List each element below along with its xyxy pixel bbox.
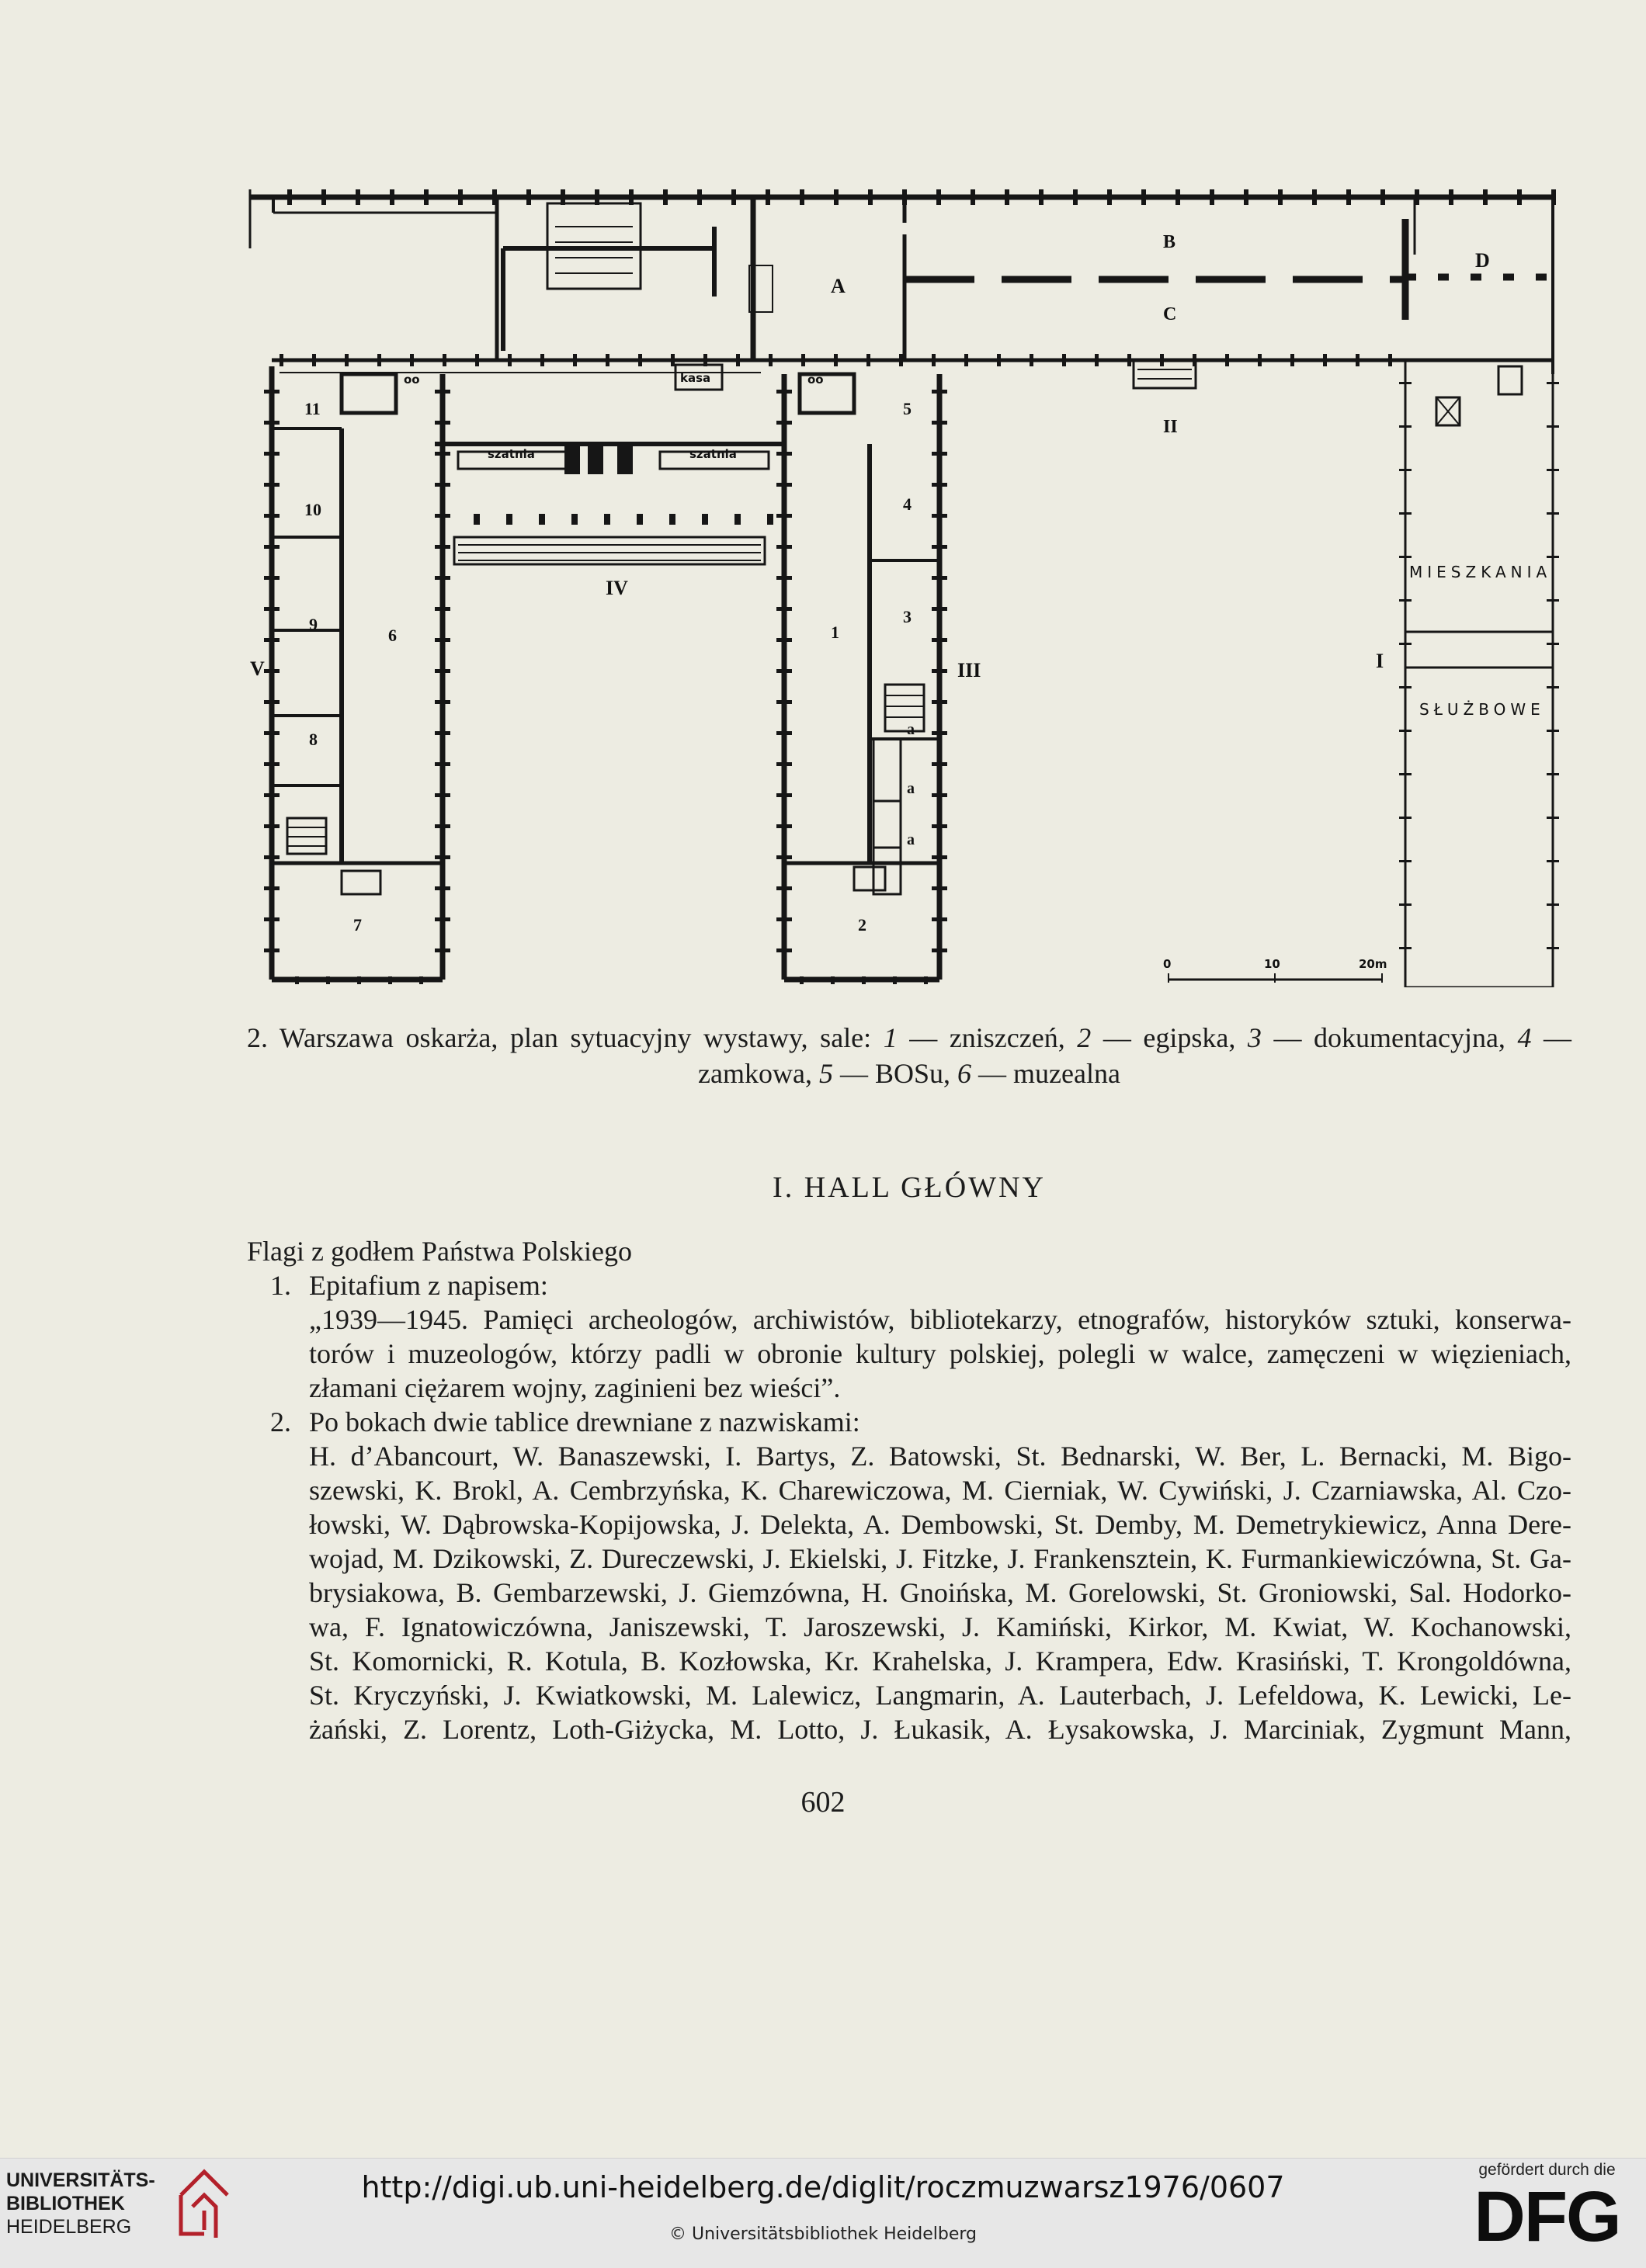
plan-label-IV: IV [606, 577, 628, 599]
wall-tick [1399, 947, 1412, 949]
room-1: 1 [831, 622, 839, 642]
wall-tick [264, 545, 280, 549]
wall-tick [932, 576, 947, 580]
wall-tick [1399, 686, 1412, 688]
wall-tick [435, 483, 450, 487]
wall-tick [526, 189, 531, 205]
wall-tick [866, 354, 870, 366]
wall-tick [776, 793, 792, 797]
wall-tick [1517, 189, 1522, 205]
wall-tick [1175, 189, 1180, 205]
wall-tick [1399, 643, 1412, 645]
wall-tick [1399, 773, 1412, 775]
wall-tick [834, 189, 839, 205]
wall-tick [1547, 817, 1559, 819]
wall-tick [831, 976, 835, 984]
wall-tick [1312, 189, 1317, 205]
wall-tick [1547, 643, 1559, 645]
wall-tick [419, 976, 423, 984]
wall-tick [1346, 189, 1351, 205]
wall-tick [776, 421, 792, 425]
caption-num-5: 5 [818, 1058, 833, 1089]
wall-tick [1399, 382, 1412, 384]
wall-tick [356, 189, 360, 205]
wall-tick [312, 354, 316, 366]
text-line: złamani ciężarem wojny, zaginieni bez wieści”. [309, 1372, 841, 1403]
body-text [247, 1234, 1571, 1746]
wall-tick [264, 607, 280, 611]
wall-tick [776, 514, 792, 518]
wall-tick [1356, 354, 1360, 366]
library-name-line-1: UNIVERSITÄTS- [6, 2169, 155, 2191]
wall-tick [539, 514, 545, 525]
wall-tick [264, 948, 280, 952]
wall-tick [508, 354, 512, 366]
wall-tick [1039, 189, 1044, 205]
caption-num-6: 6 [957, 1058, 972, 1089]
caption-num-2: 2 [1077, 1022, 1092, 1053]
wall-tick [932, 669, 947, 673]
wall-tick [1030, 354, 1033, 366]
room-3: 3 [903, 607, 912, 626]
wall-tick [264, 731, 280, 735]
wall-tick [776, 638, 792, 642]
room-a-lower: a [907, 831, 915, 848]
wall-tick [932, 824, 947, 828]
wall-tick [435, 948, 450, 952]
wall-tick [295, 976, 299, 984]
wall-tick [390, 189, 394, 205]
wall-tick [1399, 599, 1412, 602]
wall-tick [264, 576, 280, 580]
room-10: 10 [304, 500, 321, 519]
wall-tick [1547, 599, 1559, 602]
caption-text-3: — dokumentacyjna, [1261, 1022, 1518, 1053]
wall-tick [435, 514, 450, 518]
wall-tick [435, 545, 450, 549]
room-9: 9 [309, 615, 318, 634]
wall-tick [1278, 189, 1283, 205]
wall-tick [776, 731, 792, 735]
wall-tick [703, 354, 707, 366]
wall-tick [800, 976, 804, 984]
plan-label-II: II [1163, 417, 1178, 437]
wall-tick [264, 669, 280, 673]
wall-tick [1062, 354, 1066, 366]
wall-tick [736, 354, 740, 366]
wall-tick [435, 700, 450, 704]
wall-tick [321, 189, 326, 205]
wall-tick [932, 638, 947, 642]
wall-tick [1258, 354, 1262, 366]
wall-tick [932, 917, 947, 921]
wall-tick [776, 824, 792, 828]
room-11: 11 [304, 399, 321, 418]
floor-plan-figure [241, 180, 1568, 987]
figure-caption [247, 1020, 1571, 1091]
caption-text-4: — [1531, 1022, 1572, 1053]
wall-tick [1244, 189, 1248, 205]
text-line: wa, F. Ignatowiczówna, Janiszewski, T. Jaroszewski, J. Kamiński, Kirkor, M. Kwiat, W. Kochanowski, [309, 1611, 1571, 1642]
funded-by-text: gefördert durch die [1478, 2161, 1616, 2179]
wall-tick [1193, 354, 1196, 366]
wall-tick [458, 189, 463, 205]
wall-tick [932, 483, 947, 487]
wall-tick [932, 793, 947, 797]
caption-line-1 [247, 1020, 1571, 1056]
oo-right-label: oo [807, 373, 824, 387]
wall-tick [932, 421, 947, 425]
wall-tick [1547, 556, 1559, 558]
text-line: łowski, W. Dąbrowska-Kopijowska, J. Delekta, A. Dembowski, St. Demby, M. Demetrykiewicz, Anna Dere- [309, 1509, 1571, 1540]
wall-tick [1210, 189, 1214, 205]
mieszkania-label: MIESZKANIA [1409, 563, 1552, 581]
text-line: wojad, M. Dzikowski, Z. Dureczewski, J. Ekielski, J. Fitzke, J. Frankensztein, K. Furmankiewiczówna, St. Ga- [309, 1543, 1571, 1574]
wall-tick [1107, 189, 1112, 205]
wall-tick [1141, 189, 1146, 205]
szatnia-left-label: szatnia [488, 447, 535, 461]
room-4: 4 [903, 494, 912, 514]
wall-tick [264, 917, 280, 921]
wall-tick [1160, 354, 1164, 366]
wall-tick [377, 354, 381, 366]
wall-tick [326, 976, 330, 984]
wall-tick [932, 948, 947, 952]
wall-tick [932, 700, 947, 704]
wall-tick [1399, 730, 1412, 732]
wall-tick [492, 189, 497, 205]
wall-tick [1547, 686, 1559, 688]
wall-tick [435, 917, 450, 921]
wall-tick [1551, 189, 1556, 205]
list-item-number: 1. [270, 1270, 291, 1301]
wall-tick [932, 354, 936, 366]
wall-tick [924, 976, 928, 984]
wall-tick [1095, 354, 1099, 366]
wall-tick [899, 354, 903, 366]
wall-tick [540, 354, 544, 366]
caption-num-4: 4 [1517, 1022, 1532, 1053]
wall-tick [435, 607, 450, 611]
wall-tick [264, 638, 280, 642]
wall-tick [604, 514, 610, 525]
room-5: 5 [903, 399, 912, 418]
wall-tick [776, 762, 792, 766]
text-line: St. Komornicki, R. Kotula, B. Kozłowska, Kr. Krahelska, J. Krampera, Edw. Krasiński, T. Krongoldówna, [309, 1646, 1571, 1677]
wall-tick [971, 189, 975, 205]
wall-tick [1399, 817, 1412, 819]
caption-num-1: 1 [883, 1022, 898, 1053]
oo-left-label: oo [404, 373, 420, 387]
wall-tick [902, 189, 907, 205]
intro-line: Flagi z godłem Państwa Polskiego [247, 1236, 632, 1267]
text-line: H. d’Abancourt, W. Banaszewski, I. Bartys, Z. Batowski, St. Bednarski, W. Ber, L. Bernacki, M. Bigo- [309, 1441, 1571, 1472]
wall-tick [629, 189, 634, 205]
wall-tick [1547, 382, 1559, 384]
caption-text-5: — BOSu, [832, 1058, 958, 1089]
wall-tick [264, 483, 280, 487]
wall-tick [932, 607, 947, 611]
dfg-logo[interactable] [1460, 2161, 1634, 2258]
wall-tick [264, 390, 280, 394]
caption-text-1: — zniszczeń, [897, 1022, 1078, 1053]
wall-tick [663, 189, 668, 205]
wall-tick [443, 354, 446, 366]
wall-tick [702, 514, 708, 525]
wall-tick [561, 189, 565, 205]
sluzbowe-label: SŁUŻBOWE [1419, 700, 1545, 719]
wall-tick [776, 948, 792, 952]
list-item [247, 1302, 1571, 1405]
wall-tick [776, 483, 792, 487]
caption-text-4b: zamkowa, [698, 1058, 819, 1089]
text-line: torów i muzeologów, którzy padli w obronie kultury polskiej, polegli w walce, zamęczeni w więzieniach, [309, 1338, 1571, 1369]
wall-tick [435, 855, 450, 859]
wall-tick [1073, 189, 1078, 205]
list-item [247, 1268, 1571, 1302]
wall-tick [1547, 903, 1559, 906]
wall-tick [264, 452, 280, 456]
library-name-line-2: BIBLIOTHEK [6, 2193, 125, 2214]
caption-text-2: — egipska, [1091, 1022, 1248, 1053]
caption-line-2 [698, 1058, 1120, 1089]
wall-tick [264, 793, 280, 797]
wall-tick [932, 855, 947, 859]
list-item [247, 1405, 1571, 1746]
wall-tick [410, 354, 414, 366]
wall-tick [776, 855, 792, 859]
wall-tick [264, 514, 280, 518]
wall-tick [734, 514, 741, 525]
text-line: brysiakowa, B. Gembarzewski, J. Giemzówna, H. Gnoińska, M. Gorelowski, St. Groniowski, Sal. Hodorko- [309, 1577, 1571, 1608]
wall-tick [1547, 425, 1559, 428]
wall-tick [435, 576, 450, 580]
wall-tick [1225, 354, 1229, 366]
caption-prefix: 2. Warszawa oskarża, plan sytuacyjny wystawy, sale: [247, 1022, 884, 1053]
wall-tick [1399, 512, 1412, 515]
wall-tick [435, 824, 450, 828]
text-line: Po bokach dwie tablice drewniane z nazwiskami: [309, 1406, 860, 1437]
wall-tick [435, 452, 450, 456]
wall-tick [435, 421, 450, 425]
wall-tick [932, 390, 947, 394]
wall-tick [1547, 730, 1559, 732]
wall-tick [1399, 469, 1412, 471]
wall-tick [932, 545, 947, 549]
wall-tick [475, 354, 479, 366]
wall-tick [424, 189, 429, 205]
wall-tick [801, 354, 805, 366]
wall-tick [264, 421, 280, 425]
text-line: żański, Z. Lorentz, Loth-Giżycka, M. Lotto, J. Łukasik, A. Łysakowska, J. Marciniak, Zygmunt Mann, [309, 1714, 1571, 1745]
wall-tick [936, 189, 941, 205]
scale-label-20m: 20m [1359, 957, 1387, 971]
wall-tick [1323, 354, 1327, 366]
wall-tick [776, 390, 792, 394]
wall-tick [638, 354, 642, 366]
wall-tick [345, 354, 349, 366]
wall-tick [1399, 903, 1412, 906]
room-6: 6 [388, 626, 397, 645]
floor-plan-drawing [241, 180, 1568, 987]
caption-num-3: 3 [1247, 1022, 1262, 1053]
plan-label-III: III [957, 659, 981, 681]
room-7: 7 [353, 915, 362, 935]
wall-tick [435, 731, 450, 735]
plan-label-I: I [1376, 650, 1384, 672]
wall-tick [776, 452, 792, 456]
wall-tick [606, 354, 609, 366]
section-heading: I. HALL GŁÓWNY [773, 1171, 1046, 1204]
wall-tick [573, 354, 577, 366]
wall-tick [435, 886, 450, 890]
plan-label-D: D [1475, 249, 1490, 272]
room-a-middle: a [907, 780, 915, 797]
kasa-label: kasa [680, 371, 711, 385]
wall-tick [769, 354, 773, 366]
document-url-link[interactable]: http://digi.ub.uni-heidelberg.de/diglit/roczmuzwarsz1976/0607 [361, 2170, 1285, 2204]
wall-tick [800, 189, 804, 205]
room-a-upper: a [907, 721, 915, 738]
wall-tick [1415, 189, 1419, 205]
page-number: 602 [800, 1786, 846, 1819]
wall-tick [671, 354, 675, 366]
wall-tick [388, 976, 392, 984]
wall-tick [964, 354, 968, 366]
wall-tick [595, 189, 599, 205]
copyright-notice: © Universitätsbibliothek Heidelberg [668, 2225, 977, 2244]
caption-text-6: — muzealna [971, 1058, 1120, 1089]
plan-label-A: A [831, 275, 846, 297]
wall-tick [932, 731, 947, 735]
scale-bar [1169, 973, 1382, 983]
wall-tick [264, 824, 280, 828]
wall-tick [776, 700, 792, 704]
dfg-wordmark: DFG [1474, 2177, 1620, 2256]
wall-tick [280, 354, 283, 366]
wall-tick [1547, 469, 1559, 471]
wall-tick [264, 762, 280, 766]
wall-tick [731, 189, 736, 205]
room-8: 8 [309, 730, 318, 749]
wall-tick [637, 514, 643, 525]
wall-tick [571, 514, 578, 525]
wall-tick [932, 886, 947, 890]
wall-tick [868, 189, 873, 205]
plan-label-B: B [1163, 232, 1176, 252]
wall-tick [932, 762, 947, 766]
wall-tick [767, 514, 773, 525]
wall-tick [474, 514, 480, 525]
wall-tick [776, 669, 792, 673]
wall-tick [287, 189, 292, 205]
wall-tick [1399, 425, 1412, 428]
wall-tick [776, 607, 792, 611]
wall-tick [1399, 860, 1412, 862]
text-line: Epitafium z napisem: [309, 1270, 548, 1301]
wall-tick [435, 669, 450, 673]
wall-tick [264, 886, 280, 890]
wall-tick [669, 514, 675, 525]
wall-tick [1380, 189, 1385, 205]
item-list [247, 1268, 1571, 1746]
wall-tick [1547, 512, 1559, 515]
wall-tick [834, 354, 838, 366]
wall-tick [1127, 354, 1131, 366]
wall-tick [776, 886, 792, 890]
wall-tick [1005, 189, 1009, 205]
scale-label-10: 10 [1264, 957, 1280, 971]
wall-tick [1399, 556, 1412, 558]
wall-tick [1388, 354, 1392, 366]
wall-tick [766, 189, 770, 205]
text-line: „1939—1945. Pamięci archeologów, archiwistów, bibliotekarzy, etnografów, historyków sztuki, konserwa- [309, 1304, 1571, 1335]
wall-tick [776, 576, 792, 580]
wall-tick [435, 638, 450, 642]
wall-tick [997, 354, 1001, 366]
wall-tick [264, 700, 280, 704]
wall-tick [1290, 354, 1294, 366]
text-line: szewski, K. Brokl, A. Cembrzyńska, K. Charewiczowa, M. Cierniak, W. Cywiński, J. Czarniawska, Al. Czo- [309, 1475, 1571, 1506]
wall-tick [1547, 947, 1559, 949]
wall-tick [1449, 189, 1453, 205]
wall-tick [435, 762, 450, 766]
wall-tick [1547, 773, 1559, 775]
wall-tick [435, 390, 450, 394]
list-item-number: 2. [270, 1406, 291, 1437]
wall-tick [776, 917, 792, 921]
wall-tick [932, 514, 947, 518]
scale-label-0: 0 [1163, 957, 1172, 971]
plan-label-V: V [250, 657, 265, 680]
szatnia-right-label: szatnia [689, 447, 737, 461]
wall-tick [264, 855, 280, 859]
plan-label-C: C [1163, 304, 1177, 324]
wall-tick [893, 976, 897, 984]
library-name-line-3: HEIDELBERG [6, 2216, 132, 2238]
wall-tick [697, 189, 702, 205]
room-2: 2 [858, 915, 866, 935]
wall-tick [506, 514, 512, 525]
wall-tick [776, 545, 792, 549]
wall-tick [1547, 860, 1559, 862]
wall-tick [357, 976, 361, 984]
wall-tick [1483, 189, 1488, 205]
wall-tick [932, 452, 947, 456]
wall-tick [862, 976, 866, 984]
text-line: St. Kryczyński, J. Kwiatkowski, M. Lalewicz, Langmarin, A. Lauterbach, J. Lefeldowa, K. Lewicki, Le- [309, 1680, 1571, 1711]
wall-tick [435, 793, 450, 797]
